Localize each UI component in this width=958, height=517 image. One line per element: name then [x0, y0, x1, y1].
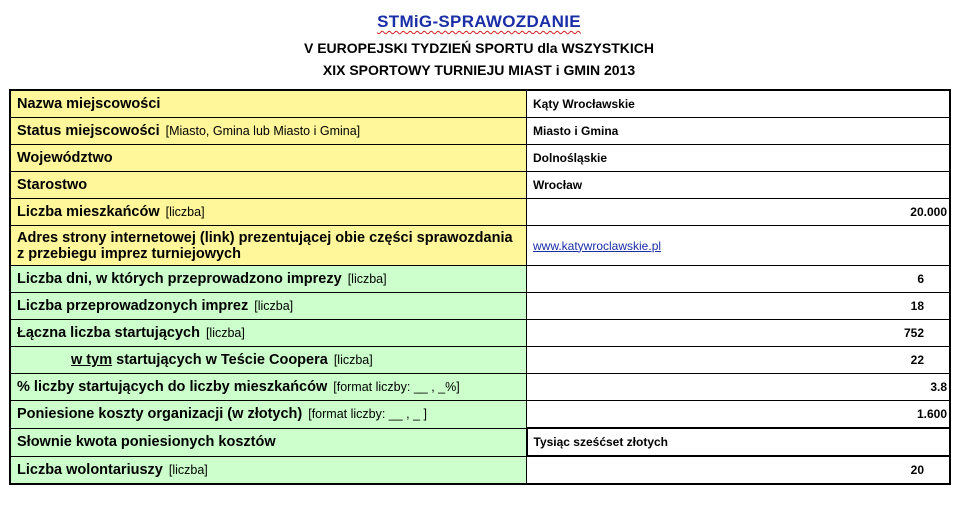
row-note: [format liczby: __ , _%] [333, 380, 460, 394]
row-note: [liczba] [205, 326, 245, 340]
row-label: w tym startujących w Teście Coopera [liczba] [10, 347, 527, 374]
voivodeship-cell[interactable]: Dolnośląskie [527, 145, 951, 172]
participants-cell[interactable]: 752 [527, 320, 951, 347]
row-label: Słownie kwota poniesionych kosztów [10, 428, 527, 456]
row-label: Starostwo [10, 172, 527, 199]
table-row [10, 172, 950, 199]
row-label: Liczba przeprowadzonych imprez [liczba] [10, 293, 527, 320]
town-status-cell[interactable]: Miasto i Gmina [527, 118, 951, 145]
population-cell[interactable]: 20.000 [527, 199, 951, 226]
row-label: Łączna liczba startujących [liczba] [10, 320, 527, 347]
row-note: [liczba] [254, 299, 294, 313]
table-row [10, 347, 950, 374]
county-cell[interactable]: Wrocław [527, 172, 951, 199]
table-row [10, 199, 950, 226]
row-label: Adres strony internetowej (link) prezentującej obie części sprawozdania z przebiegu imprez turniejowych [10, 226, 527, 266]
row-note: [format liczby: __ , _ ] [308, 407, 428, 422]
row-label: Poniesione koszty organizacji (w złotych) [format liczby: __ , _ ] [10, 401, 527, 429]
events-count-cell[interactable]: 18 [527, 293, 951, 320]
table-row [10, 428, 950, 456]
row-label: Nazwa miejscowości [10, 90, 527, 118]
report-title-text: STMiG-SPRAWOZDANIE [377, 12, 581, 31]
website-link[interactable]: www.katywroclawskie.pl [533, 238, 662, 253]
row-note: [liczba] [333, 353, 373, 367]
row-label: % liczby startujących do liczby mieszkańców [format liczby: __ , _%] [10, 374, 527, 401]
report-table [9, 89, 951, 485]
table-row [10, 118, 950, 145]
row-label: Liczba dni, w których przeprowadzono imprezy [liczba] [10, 266, 527, 293]
table-row [10, 90, 950, 118]
table-row [10, 320, 950, 347]
table-row [10, 145, 950, 172]
report-title [0, 12, 958, 32]
cooper-test-cell[interactable]: 22 [527, 347, 951, 374]
event-days-cell[interactable]: 6 [527, 266, 951, 293]
table-row [10, 401, 950, 429]
town-name-cell[interactable]: Kąty Wrocławskie [527, 90, 951, 118]
row-note: [liczba] [165, 205, 205, 219]
row-note: [liczba] [347, 272, 387, 286]
table-row [10, 226, 950, 266]
table-row [10, 456, 950, 484]
row-label: Status miejscowości [Miasto, Gmina lub Miasto i Gmina] [10, 118, 527, 145]
report-subtitle-event: V EUROPEJSKI TYDZIEŃ SPORTU dla WSZYSTKICH [303, 40, 655, 56]
row-label: Liczba wolontariuszy [liczba] [10, 456, 527, 484]
report-subtitle-tournament: XIX SPORTOWY TURNIEJU MIAST i GMIN 2013 [322, 62, 636, 78]
row-note: [Miasto, Gmina lub Miasto i Gmina] [165, 124, 361, 138]
row-label: Liczba mieszkańców [liczba] [10, 199, 527, 226]
website-cell[interactable] [527, 226, 951, 266]
costs-cell[interactable]: 1.600 [527, 401, 951, 429]
volunteers-cell[interactable]: 20 [527, 456, 951, 484]
participation-percent-cell[interactable]: 3.8 [527, 374, 951, 401]
row-label: Województwo [10, 145, 527, 172]
table-row [10, 293, 950, 320]
table-row [10, 266, 950, 293]
costs-in-words-cell[interactable]: Tysiąc sześćset złotych [527, 428, 951, 456]
row-note: [liczba] [168, 462, 208, 477]
table-row [10, 374, 950, 401]
